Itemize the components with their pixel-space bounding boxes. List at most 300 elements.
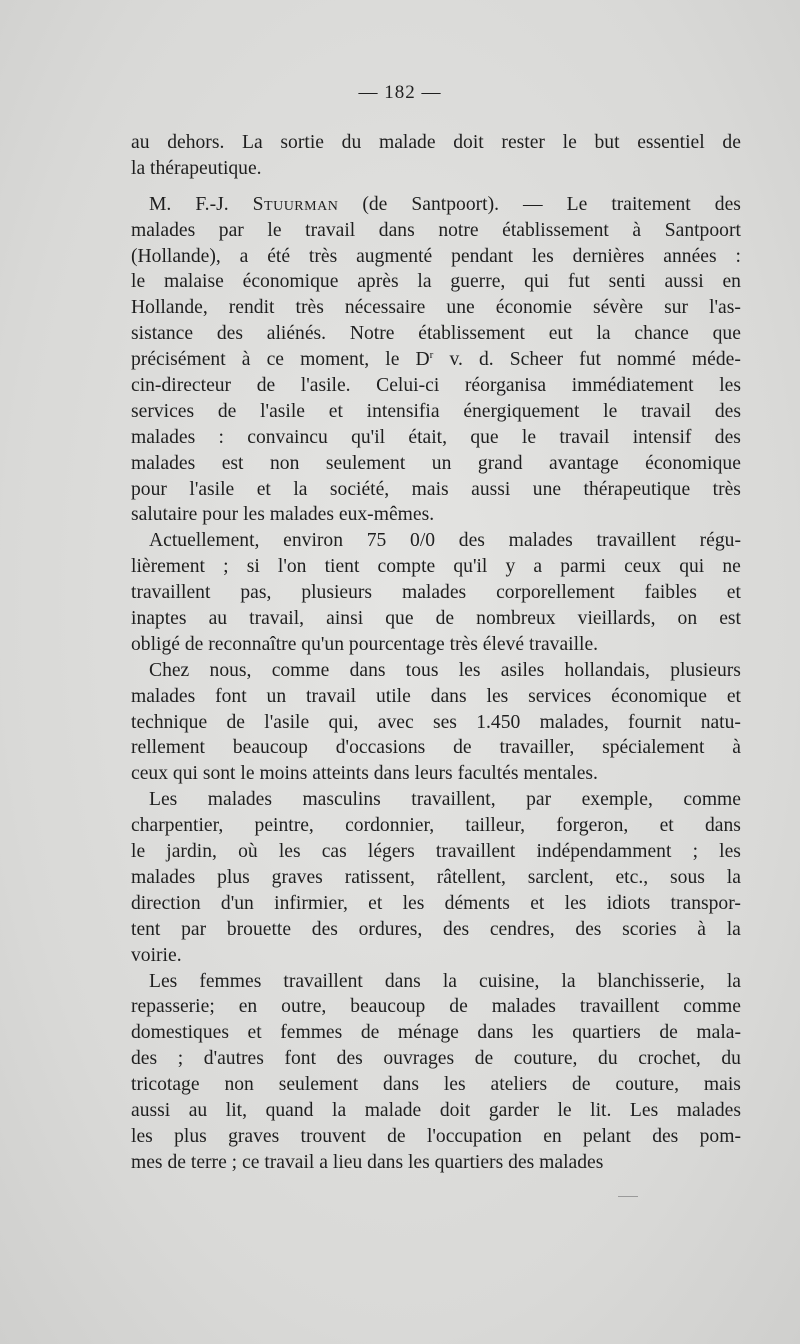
word: les — [531, 1022, 554, 1044]
word: au — [131, 132, 150, 153]
word: aussi — [131, 1099, 171, 1121]
word: et — [726, 685, 741, 707]
word: et — [530, 892, 545, 914]
word: 1.450 — [476, 711, 521, 733]
margin-mark — [618, 1196, 638, 1197]
word: lit, — [225, 1099, 248, 1121]
word: — — [523, 193, 543, 215]
word: F.-J. — [195, 193, 229, 215]
paragraph-gap — [131, 182, 741, 192]
word: du — [721, 1048, 741, 1070]
word: qui, — [328, 711, 359, 733]
word: les — [486, 685, 509, 707]
word: est — [719, 608, 741, 630]
word: M. — [149, 193, 172, 215]
word: dans — [367, 1151, 408, 1173]
word: dans — [705, 815, 741, 837]
word: Santpoort). — [411, 193, 500, 215]
word: cuisine, — [478, 970, 540, 992]
word: chance — [634, 323, 689, 345]
text-line — [131, 554, 741, 580]
word: font — [284, 1048, 317, 1070]
word: crochet, — [638, 1048, 701, 1070]
word: ; — [223, 556, 229, 578]
word: fut — [568, 271, 590, 293]
word: dans — [477, 1022, 514, 1044]
word: comme — [683, 789, 741, 811]
word: le — [131, 271, 146, 293]
word: spécialement — [602, 737, 705, 759]
word: Les — [629, 1099, 659, 1121]
word: la — [726, 866, 741, 888]
word: terre — [190, 1151, 232, 1173]
word: économique — [611, 685, 707, 707]
word: des — [131, 1048, 158, 1070]
word: femmes — [280, 1022, 343, 1044]
word: tent — [131, 918, 161, 940]
word: eux-mêmes. — [338, 504, 435, 526]
text-line — [131, 813, 741, 839]
word: méde- — [691, 349, 741, 371]
word: ratissent, — [344, 866, 415, 888]
word: nombreux — [476, 608, 556, 630]
word: ce — [242, 1151, 265, 1173]
word: non — [269, 452, 300, 474]
word: les — [131, 1125, 153, 1147]
word: utile — [375, 685, 411, 707]
word: ceux — [131, 763, 173, 785]
word: été — [267, 245, 291, 267]
word: technique — [131, 711, 208, 733]
word: l'asile — [264, 711, 310, 733]
word: société, — [329, 478, 390, 500]
word: graves — [228, 1125, 280, 1147]
word: malades — [539, 1151, 604, 1173]
word: travaillent — [283, 970, 363, 992]
word: travaillent — [579, 996, 660, 1018]
word: travail — [264, 1151, 320, 1173]
word: compte — [377, 556, 436, 578]
word: économie — [495, 297, 572, 319]
word: des — [216, 323, 243, 345]
word: exemple, — [581, 789, 653, 811]
word: de — [387, 1125, 406, 1147]
text-line — [131, 244, 741, 270]
word: parmi — [560, 556, 606, 578]
word: cin-directeur — [131, 375, 232, 397]
word: pendant — [451, 245, 514, 267]
word: ; — [231, 1151, 243, 1173]
word: non — [224, 1074, 254, 1096]
word: la — [131, 157, 151, 179]
text-line — [131, 1046, 741, 1072]
word: des — [508, 1151, 540, 1173]
word: travail — [306, 685, 357, 707]
word: énergiquement — [463, 400, 580, 422]
word: leurs — [414, 763, 458, 785]
word: les — [564, 892, 587, 914]
word: Chez — [149, 659, 190, 681]
word: travaillent, — [411, 789, 496, 811]
word: traitement — [611, 193, 691, 215]
word: quand — [265, 1099, 314, 1121]
word: ceux — [624, 556, 662, 578]
word: domestiques — [131, 1022, 229, 1044]
text-line — [131, 347, 741, 373]
word: infirmier, — [274, 892, 348, 914]
word: transpor- — [670, 892, 741, 914]
word: rellement — [131, 737, 205, 759]
word: rester — [501, 132, 545, 153]
word: la — [726, 918, 741, 940]
word: qu'un — [301, 633, 349, 655]
word: par — [181, 918, 207, 940]
word: sévère — [592, 297, 644, 319]
word: scories — [622, 918, 677, 940]
word: d'autres — [203, 1048, 264, 1070]
word: intensifia — [366, 400, 440, 422]
word: lièrement — [131, 556, 205, 578]
word: travail — [641, 400, 692, 422]
word: ordures, — [358, 918, 423, 940]
word: l'asile — [189, 478, 235, 500]
word: senti — [608, 271, 646, 293]
word: du — [341, 132, 362, 153]
word: et — [659, 815, 674, 837]
word: des — [714, 426, 741, 448]
word: où — [238, 841, 258, 863]
word: sortie — [280, 132, 324, 153]
word: graves — [271, 866, 323, 888]
word: très — [308, 245, 338, 267]
word: à — [697, 918, 706, 940]
word: ménage — [397, 1022, 459, 1044]
text-line — [131, 994, 741, 1020]
word: de — [360, 1022, 380, 1044]
text-line — [131, 943, 741, 969]
text-line — [131, 477, 741, 503]
word: tous — [405, 659, 439, 681]
word: des — [336, 1048, 363, 1070]
word: après — [357, 271, 399, 293]
word: moins — [259, 763, 313, 785]
text-line — [131, 451, 741, 477]
word: et — [726, 582, 741, 604]
word: ses — [432, 711, 457, 733]
word: pourcentage — [348, 633, 450, 655]
word: et — [328, 400, 343, 422]
word: tient — [324, 556, 360, 578]
word: le — [240, 763, 260, 785]
word: déments — [444, 892, 510, 914]
word: grand — [477, 452, 523, 474]
word: travaillent — [596, 530, 676, 552]
word: convaincu — [247, 426, 328, 448]
word: malades — [131, 452, 196, 474]
word: malades — [131, 685, 196, 707]
word: a — [239, 245, 249, 267]
word: cas — [321, 841, 347, 863]
word: sont — [202, 763, 241, 785]
word: nous, — [209, 659, 252, 681]
word: ouvrages — [383, 1048, 455, 1070]
word: par — [218, 219, 244, 241]
word: a — [533, 556, 543, 578]
word: beaucoup — [350, 996, 426, 1018]
word: 0/0 — [410, 530, 436, 552]
word: en — [722, 271, 741, 293]
word: services — [131, 400, 195, 422]
text-line — [131, 658, 741, 684]
word: nommé — [617, 349, 676, 371]
page-number: — 182 — — [358, 82, 442, 103]
word: malades — [269, 504, 339, 526]
word: facultés — [457, 763, 524, 785]
word: vieillards, — [577, 608, 656, 630]
word: le — [557, 1099, 572, 1121]
word: la — [726, 970, 741, 992]
word: dernières — [572, 245, 645, 267]
word: et — [247, 1022, 262, 1044]
word: forgeron, — [556, 815, 629, 837]
word: Les — [149, 970, 178, 992]
text-line — [131, 528, 741, 554]
word: un — [431, 452, 452, 474]
word: ce — [266, 349, 284, 371]
word: et — [368, 892, 383, 914]
word: d'un — [220, 892, 254, 914]
word: en — [543, 1125, 562, 1147]
word: établissement — [418, 323, 525, 345]
word: était, — [408, 426, 448, 448]
word: doit — [453, 132, 484, 153]
word: travailler, — [499, 737, 575, 759]
word: de — [722, 132, 741, 153]
word: (de — [362, 193, 388, 215]
word: asiles — [500, 659, 545, 681]
word: des — [714, 400, 741, 422]
word: à — [632, 219, 642, 241]
word: aliénés. — [266, 323, 327, 345]
word: légers — [367, 841, 415, 863]
word: réorganisa — [464, 375, 547, 397]
word: tricotage — [131, 1074, 200, 1096]
word: de — [571, 1074, 591, 1096]
word: est — [221, 452, 244, 474]
word: les — [243, 504, 270, 526]
word: obligé — [131, 633, 185, 655]
word: masculins — [302, 789, 381, 811]
word: travail — [559, 426, 610, 448]
word: très — [712, 478, 741, 500]
text-line — [131, 632, 741, 658]
paragraph — [131, 969, 741, 1176]
word: la — [442, 970, 457, 992]
word: malades — [131, 219, 196, 241]
word: en — [238, 996, 258, 1018]
word: Le — [566, 193, 588, 215]
word: ; — [177, 1048, 184, 1070]
word: plusieurs — [670, 659, 741, 681]
word: jardin, — [166, 841, 217, 863]
word: les — [719, 841, 741, 863]
paragraph — [131, 787, 741, 968]
text-line — [131, 1098, 741, 1124]
word: but — [594, 132, 620, 153]
word: les — [407, 1151, 435, 1173]
word: les — [458, 659, 481, 681]
word: du — [598, 1048, 618, 1070]
word: l'occupation — [426, 1125, 522, 1147]
word: thérapeutique. — [150, 157, 262, 179]
word: rendit — [228, 297, 275, 319]
word: quartiers — [572, 1022, 641, 1044]
paragraph — [131, 528, 741, 657]
word: femmes — [199, 970, 262, 992]
word: économique — [645, 452, 741, 474]
word: etc., — [615, 866, 649, 888]
word: avec — [377, 711, 414, 733]
word: : — [735, 245, 741, 267]
word: qu'il — [351, 426, 386, 448]
word: reconnaître — [208, 633, 302, 655]
word: de — [256, 375, 276, 397]
word: les — [443, 1074, 466, 1096]
word: le — [385, 349, 400, 371]
word: si — [246, 556, 260, 578]
word: services — [528, 685, 592, 707]
word: dehors. — [167, 132, 225, 153]
word: mala- — [696, 1022, 741, 1044]
word: pas, — [240, 582, 272, 604]
word: ainsi — [326, 608, 364, 630]
text-line — [131, 839, 741, 865]
word: des — [714, 193, 741, 215]
word: pom- — [699, 1125, 741, 1147]
text-line — [131, 295, 741, 321]
text-line — [131, 684, 741, 710]
word: $D^r$ — [415, 349, 434, 371]
word: beaucoup — [232, 737, 308, 759]
word: repasserie; — [131, 996, 215, 1018]
word: malades, — [539, 711, 609, 733]
word: charpentier, — [131, 815, 224, 837]
body-text — [131, 130, 741, 1176]
word: quartiers — [434, 1151, 509, 1173]
word: : — [218, 426, 224, 448]
word: plus — [217, 866, 250, 888]
word: voirie. — [131, 944, 182, 966]
text-line — [131, 425, 741, 451]
word: établissement — [502, 219, 609, 241]
word: ateliers — [490, 1074, 548, 1096]
paragraph — [131, 130, 741, 182]
word: malades — [508, 530, 573, 552]
text-line — [131, 1072, 741, 1098]
word: sarclent, — [527, 866, 594, 888]
word: brouette — [226, 918, 292, 940]
word: de — [226, 711, 245, 733]
word: a — [319, 1151, 333, 1173]
word: sistance — [131, 323, 194, 345]
word: thérapeutique — [583, 478, 691, 500]
word: et — [256, 478, 271, 500]
word: économique — [242, 271, 339, 293]
word: malades — [676, 1099, 741, 1121]
word: y — [505, 556, 516, 578]
text-line — [131, 969, 741, 995]
word: de — [453, 737, 472, 759]
word: essentiel — [637, 132, 705, 153]
word: nécessaire — [344, 297, 426, 319]
word: les — [278, 841, 301, 863]
text-line — [131, 865, 741, 891]
word: que — [385, 608, 414, 630]
word: fournit — [628, 711, 682, 733]
word: malade — [364, 1099, 422, 1121]
word: idiots — [606, 892, 651, 914]
word: font — [215, 685, 247, 707]
word: direction — [131, 892, 201, 914]
word: Notre — [349, 323, 395, 345]
word: les — [719, 375, 741, 397]
word: augmenté — [356, 245, 433, 267]
word: qui — [172, 763, 203, 785]
word: des — [311, 918, 338, 940]
text-line — [131, 373, 741, 399]
word: d. — [478, 349, 494, 371]
text-line — [131, 1020, 741, 1046]
word: le — [603, 400, 618, 422]
text-line — [131, 735, 741, 761]
word: travaillent — [435, 841, 516, 863]
word: des — [443, 918, 470, 940]
word: Hollande, — [131, 297, 208, 319]
word: mais — [411, 478, 449, 500]
word: râtellent, — [436, 866, 506, 888]
word: le — [267, 219, 282, 241]
text-line — [131, 1150, 741, 1176]
word: pour — [202, 504, 244, 526]
word: La — [242, 132, 263, 153]
word: un — [266, 685, 287, 707]
word: malade — [378, 132, 436, 153]
word: l'asile. — [300, 375, 351, 397]
word: ; — [692, 841, 699, 863]
word: trouvent — [300, 1125, 366, 1147]
text-line — [131, 399, 741, 425]
word: intensif — [632, 426, 692, 448]
word: Celui-ci — [376, 375, 440, 397]
word: mentales. — [523, 763, 598, 785]
word: précisément — [131, 349, 226, 371]
text-line — [131, 787, 741, 813]
word: mes — [131, 1151, 168, 1173]
word: couture, — [513, 1048, 578, 1070]
word: la — [293, 478, 308, 500]
word: la — [561, 970, 576, 992]
word: lit. — [590, 1099, 612, 1121]
word: la — [417, 271, 432, 293]
word: qui — [524, 271, 550, 293]
word: ne — [722, 556, 741, 578]
word: dans — [378, 219, 415, 241]
word: sur — [664, 297, 689, 319]
word: Scheer — [509, 349, 564, 371]
text-line — [131, 192, 741, 218]
text-line — [131, 218, 741, 244]
word: travaillent — [131, 582, 211, 604]
